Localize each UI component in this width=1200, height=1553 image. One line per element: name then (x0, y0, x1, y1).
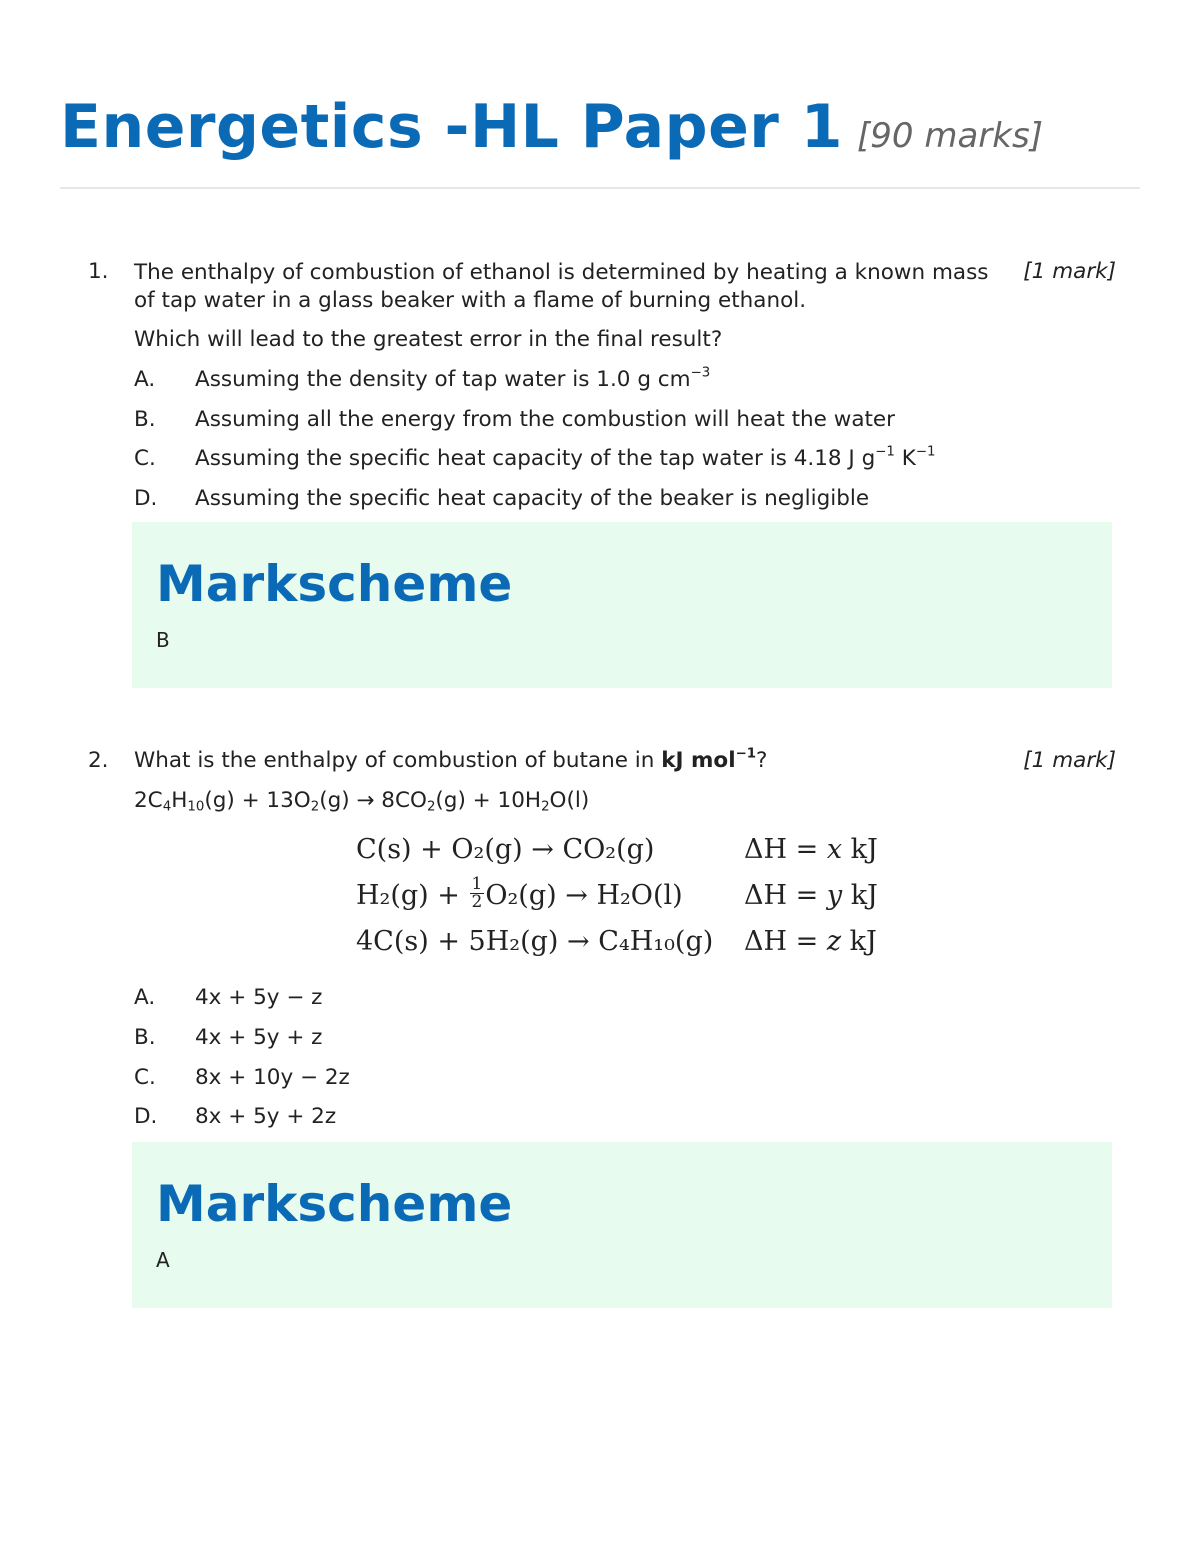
markscheme-title: Markscheme (156, 1175, 513, 1233)
option-letter: D. (134, 1104, 158, 1129)
option-text: 4x + 5y − z (195, 985, 323, 1010)
markscheme-answer: A (156, 1248, 170, 1272)
markscheme-box (132, 522, 1112, 688)
page-header (60, 92, 1140, 162)
option-letter: B. (134, 407, 156, 432)
option-text: 4x + 5y + z (195, 1025, 323, 1050)
reaction-equation: $2C_4H_{10}(g) + 13O_2(g) \to 8CO_2(g) + 10H_2O(l)$ (134, 788, 590, 815)
markscheme-answer: B (156, 628, 170, 652)
option-text: Assuming the density of tap water is 1.0 g $cm^{-3}$ (195, 365, 711, 392)
option-letter: C. (134, 1065, 156, 1090)
fraction: $\frac{1}{2}$ (471, 874, 483, 912)
option-letter: C. (134, 446, 156, 471)
option-text: Assuming all the energy from the combustion will heat the water (195, 407, 895, 432)
question-marks: [1 mark] (1023, 748, 1116, 773)
markscheme-title: Markscheme (156, 555, 513, 613)
option-letter: D. (134, 486, 158, 511)
page-title: Energetics -HL Paper 1 (60, 92, 844, 162)
question-marks: [1 mark] (1023, 259, 1116, 284)
total-marks: [90 marks] (857, 116, 1043, 156)
option-letter: A. (134, 367, 156, 392)
markscheme-box (132, 1142, 1112, 1308)
question-number: 2. (88, 748, 109, 773)
option-text: 8x + 5y + 2z (195, 1104, 337, 1129)
question-stem: The enthalpy of combustion of ethanol is determined by heating a known mass of tap water in a glass beaker with a flame of burning ethanol. (134, 260, 989, 313)
question-prompt: Which will lead to the greatest error in the final result? (134, 327, 723, 352)
header-divider (60, 187, 1140, 189)
option-letter: A. (134, 985, 156, 1010)
question-stem: What is the enthalpy of combustion of butane in kJ mol$^{-1}$? (134, 746, 768, 773)
option-text: Assuming the specific heat capacity of the tap water is 4.18 J $g^{-1}$ $K^{-1}$ (195, 444, 936, 471)
question-number: 1. (88, 259, 109, 284)
option-text: Assuming the specific heat capacity of the beaker is negligible (195, 486, 870, 511)
option-text: 8x + 10y − 2z (195, 1065, 350, 1090)
option-letter: B. (134, 1025, 156, 1050)
